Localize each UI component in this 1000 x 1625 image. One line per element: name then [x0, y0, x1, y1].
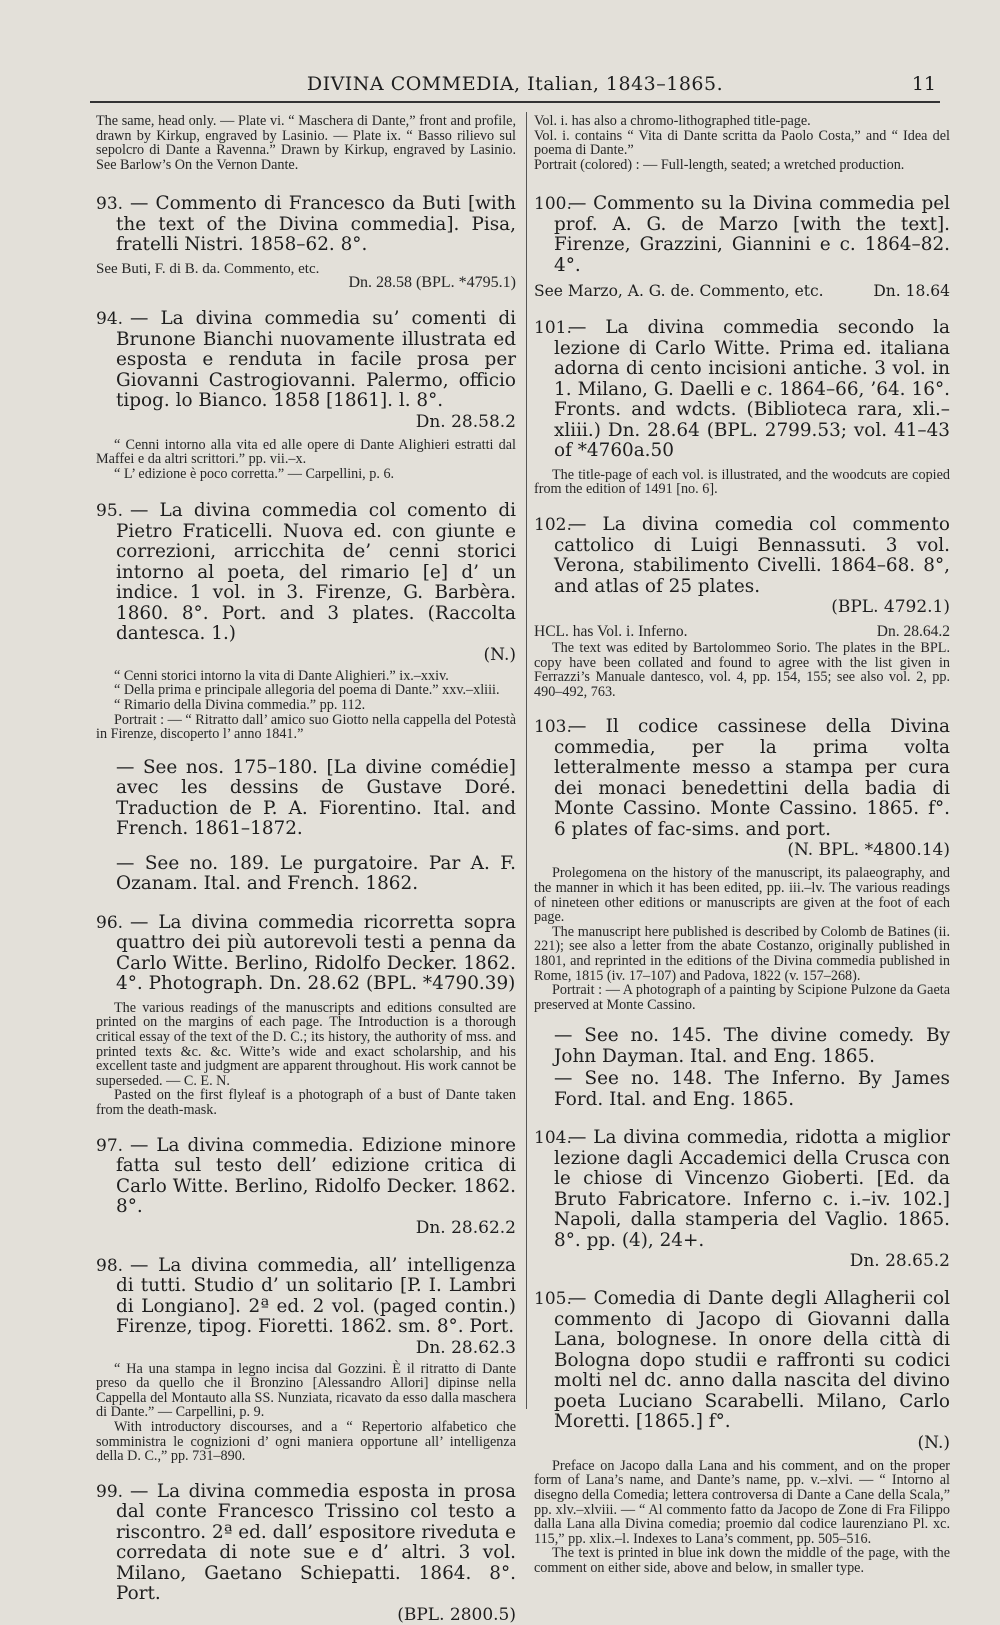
entry-103-note: Prolegomena on the history of the manuscript, its palaeography, and the manner in which it has been edited, pp. iii.–lv. The various readings of nineteen other editions or manuscripts are given at the foot of each page.	[534, 865, 950, 926]
entry-number: 101.	[534, 318, 572, 339]
entry-105-note: The text is printed in blue ink down the middle of the page, with the comment on either side, above and below, in smaller type.	[534, 1545, 950, 1577]
entry-100-see: See Marzo, A. G. de. Commento, etc.	[534, 282, 824, 301]
entry-105-shelfmark: (N.)	[917, 1432, 950, 1453]
entry-102	[534, 515, 950, 699]
entry-number: 95.	[96, 501, 124, 522]
entry-97-text: 97. — La divina commedia. Edizione minore fatta sul testo dell’ edizione critica di Carlo Witte. Berlino, Ridolfo Decker. 1862. 8°.	[96, 1134, 516, 1218]
entry-97	[96, 1136, 516, 1238]
entry-103-text: 103.— Il codice cassinese della Divina commedia, per la prima volta letteralmente messo a stampa per cura dei monaci benedettini della badia di Monte Cassino. Monte Cassino. 1865. f°. 6 plates of fac-sims. and port.	[534, 716, 950, 840]
entry-96	[96, 913, 516, 1118]
note-top: The same, head only. — Plate vi. “ Maschera di Dante,” front and profile, drawn by Kirkup, engraved by Lasinio. — Plate ix. “ Basso rilievo sul sepolcro di Dante a Ravenna.” Drawn by Kirkup, engraved by Lasinio. See Barlow’s On the Vernon Dante.	[96, 113, 516, 173]
entry-99	[96, 1482, 516, 1625]
entry-95	[96, 501, 516, 741]
entry-93-text: 93. — Commento di Francesco da Buti [with the text of the Divina commedia]. Pisa, fratelli Nistri. 1858–62. 8°.	[96, 193, 516, 256]
entry-100-shelfmark: Dn. 18.64	[873, 282, 950, 301]
entry-105	[534, 1289, 950, 1575]
see-also-1: — See nos. 175–180. [La divine comédie] avec les dessins de Gustave Doré. Traduction de P. A. Fiorentino. Ital. and French. 1861–1872.	[116, 756, 516, 840]
entry-100	[534, 194, 950, 300]
note-top: Vol. i. contains “ Vita di Dante scritta da Paolo Costa,” and “ Idea del poema di Dante.”	[534, 127, 950, 159]
entry-95-shelfmark: (N.)	[483, 644, 516, 665]
entry-105-text: 105.— Comedia di Dante degli Allagherii col commento di Jacopo di Giovanni dalla Lana, bolognese. In onore della città di Bologna dopo studii e raffronti su codici molti nel dc. anno dalla nascita del divino poeta Luciano Scarabelli. Milano, Carlo Moretti. [1865.] f°.	[534, 1288, 950, 1433]
entry-98-text: 98. — La divina commedia, all’ intelligenza di tutti. Studio d’ un solitario [P. I. Lambri di Longiano]. 2ª ed. 2 vol. (paged contin.) Firenze, tipog. Fioretti. 1862. sm. 8°. Port.	[96, 1254, 516, 1338]
entry-number: 94.	[96, 309, 124, 330]
entry-93-see: See Buti, F. di B. da. Commento, etc.	[96, 260, 320, 277]
entry-number: 96.	[96, 912, 124, 933]
entry-number: 98.	[96, 1255, 124, 1276]
entry-103	[534, 717, 950, 1012]
entry-number: 104.	[534, 1128, 572, 1149]
entry-number: 93.	[96, 194, 124, 215]
entry-95-note: Portrait : — “ Ritratto dall’ amico suo Giotto nella cappella del Potestà in Firenze, discoperto l’ anno 1841.”	[96, 711, 516, 743]
entry-102-hcl-line	[534, 623, 950, 641]
entry-103-note: The manuscript here published is described by Colomb de Batines (ii. 221); see also a letter from the abate Costanzo, originally published in 1801, and reprinted in the editions of the Divina commedia published in Rome, 1815 (iv. 17–107) and Padova, 1822 (v. 157–268).	[534, 923, 950, 984]
entry-98	[96, 1256, 516, 1464]
column-divider	[526, 112, 527, 1409]
see-also-2: — See no. 148. The Inferno. By James Ford. Ital. and Eng. 1865.	[554, 1068, 950, 1110]
entry-95-note: “ Cenni storici intorno la vita di Dante Alighieri.” ix.–xxiv.	[114, 667, 449, 684]
entry-104	[534, 1128, 950, 1271]
entry-99-shelfmark: (BPL. 2800.5)	[397, 1604, 516, 1625]
right-column	[534, 112, 950, 1577]
entry-number: 103.	[534, 717, 572, 738]
entry-99-text: 99. — La divina commedia esposta in prosa dal conte Francesco Trissino col testo a riscontro. 2ª ed. dall’ espositore riveduta e corredata di note sue e d’ altri. 3 vol. Milano, Gaetano Schiepatti. 1864. 8°. Port.	[96, 1480, 516, 1605]
entry-97-shelfmark: Dn. 28.62.2	[415, 1217, 516, 1238]
see-also-2: — See no. 189. Le purgatoire. Par A. F. Ozanam. Ital. and French. 1862.	[116, 852, 516, 895]
entry-94	[96, 309, 516, 481]
entry-94-text: 94. — La divina commedia su’ comenti di Brunone Bianchi nuovamente illustrata ed esposta e renduta in facile prosa per Giovanni Castrogiovanni. Palermo, officio tipog. lo Bianco. 1858 [1861]. l. 8°.	[96, 308, 516, 412]
entry-number: 102.	[534, 515, 572, 536]
entry-102-shelfmark: (BPL. 4792.1)	[831, 597, 950, 618]
entry-102-hcl-shelfmark: Dn. 28.64.2	[876, 623, 950, 641]
entry-95-note: “ Della prima e principale allegoria del poema di Dante.” xxv.–xliii.	[114, 682, 500, 699]
page-number: 11	[911, 73, 936, 95]
entry-96-note: The various readings of the manuscripts and editions consulted are printed on the margins of each page. The Introduction is a thorough critical essay of the text of the D. C.; its history, the authority of mss. and printed texts &c. &c. Witte’s wide and exact scholarship, and his excellent taste and judgment are apparent throughout. His work cannot be superseded. — C. E. N.	[96, 999, 516, 1089]
entry-96-note: Pasted on the first flyleaf is a photograph of a bust of Dante taken from the death-mask.	[96, 1087, 516, 1118]
entry-94-shelfmark: Dn. 28.58.2	[415, 411, 516, 432]
entry-number: 99.	[96, 1481, 124, 1502]
entry-95-note: “ Rimario della Divina commedia.” pp. 112.	[114, 697, 366, 714]
entry-101-note: The title-page of each vol. is illustrated, and the woodcuts are copied from the edition of 1491 [no. 6].	[534, 466, 950, 498]
entry-95-text: 95. — La divina commedia col comento di Pietro Fraticelli. Nuova ed. con giunte e correzioni, arricchita de’ cenni storici intorno al poeta, del rimario [e] d’ un indice. 1 vol. in 3. Firenze, G. Barbèra. 1860. 8°. Port. and 3 plates. (Raccolta dantesca. 1.)	[96, 500, 516, 645]
entry-104-shelfmark: Dn. 28.65.2	[849, 1251, 950, 1272]
entry-number: 100.	[534, 194, 572, 215]
note-top: Vol. i. has also a chromo-lithographed title-page.	[534, 113, 811, 129]
entry-93-shelfmark: Dn. 28.58 (BPL. *4795.1)	[348, 274, 516, 292]
page-header	[90, 70, 940, 100]
entry-93	[96, 194, 516, 291]
entry-98-note: “ Ha una stampa in legno incisa dal Gozzini. È il ritratto di Dante preso da quello che il Bronzino [Alessandro Allori] dipinse nella Cappella del Montauto alla SS. Nunziata, ricavato da esso dalla maschera di Dante.” — Carpellini, p. 9.	[96, 1360, 516, 1421]
entry-96-text: 96. — La divina commedia ricorretta sopra quattro dei più autorevoli testi a penna da Carlo Witte. Berlino, Ridolfo Decker. 1862. 4°. Photograph. Dn. 28.62 (BPL. *4790.39)	[96, 911, 516, 995]
running-title: DIVINA COMMEDIA, Italian, 1843–1865.	[306, 73, 724, 95]
entry-101	[534, 318, 950, 497]
entry-98-shelfmark: Dn. 28.62.3	[415, 1337, 516, 1358]
entry-102-hcl: HCL. has Vol. i. Inferno.	[534, 623, 688, 641]
entry-94-note: “ L’ edizione è poco corretta.” — Carpellini, p. 6.	[114, 465, 395, 482]
see-also-1: — See no. 145. The divine comedy. By John Dayman. Ital. and Eng. 1865.	[554, 1025, 950, 1067]
entry-number: 97.	[96, 1135, 124, 1156]
entry-103-note: Portrait : — A photograph of a painting by Scipione Pulzone da Gaeta preserved at Monte Cassino.	[534, 982, 950, 1013]
entry-102-text: 102.— La divina comedia col commento cattolico di Luigi Bennassuti. 3 vol. Verona, stabilimento Civelli. 1864–68. 8°, and atlas of 25 plates.	[534, 514, 950, 597]
entry-104-text: 104.— La divina commedia, ridotta a miglior lezione dagli Accademici della Crusca con le chiose di Vincenzo Gioberti. [Ed. da Bruto Fabricatore. Inferno c. i.–iv. 102.] Napoli, dalla stamperia del Vaglio. 1865. 8°. pp. (4), 24+.	[534, 1127, 950, 1251]
entry-number: 105.	[534, 1289, 572, 1310]
note-top: Portrait (colored) : — Full-length, seated; a wretched production.	[534, 156, 905, 173]
entry-100-text: 100.— Commento su la Divina commedia pel prof. A. G. de Marzo [with the text]. Firenze, Grazzini, Giannini e c. 1864–82. 4°.	[534, 193, 950, 276]
left-column	[96, 112, 516, 1625]
header-rule	[90, 101, 940, 103]
entry-101-text: 101.— La divina commedia secondo la lezione di Carlo Witte. Prima ed. italiana adorna di cento incisioni antiche. 3 vol. in 1. Milano, G. Daelli e c. 1864–66, ’64. 16°. Fronts. and wdcts. (Biblioteca rara, xli.–xliii.) Dn. 28.64 (BPL. 2799.53; vol. 41–43 of *4760a.50	[534, 317, 950, 462]
entry-94-note: “ Cenni intorno alla vita ed alle opere di Dante Alighieri estratti dal Maffei e da altri scrittori.” pp. vii.–x.	[96, 436, 516, 468]
entry-103-shelfmark: (N. BPL. *4800.14)	[787, 840, 950, 861]
entry-100-see-line	[534, 282, 950, 300]
entry-98-note: With introductory discourses, and a “ Repertorio alfabetico che somministra le cognizioni d’ ogni maniera opportune all’ intelligenza della D. C.,” pp. 731–890.	[96, 1418, 516, 1465]
entry-102-note: The text was edited by Bartolommeo Sorio. The plates in the BPL. copy have been collated and found to agree with the list given in Ferrazzi’s Manuale dantesco, vol. 4, pp. 154, 155; see also vol. 2, pp. 490–492, 763.	[534, 640, 950, 700]
entry-105-note: Preface on Jacopo dalla Lana and his comment, and on the proper form of Lana’s name, and Dante’s name, pp. v.–xlvi. — “ Intorno al disegno della Comedia; lettera controversa di Dante a Cane della Scala,” pp. xlv.–xlviii. — “ Al commento fatto da Jacopo de Zone di Fra Filippo dalla Lana alla Divina comedia; proemio dal codice laurenziano Pl. xc. 115,” pp. xlix.–l. Indexes to Lana’s comment, pp. 505–516.	[534, 1457, 950, 1547]
